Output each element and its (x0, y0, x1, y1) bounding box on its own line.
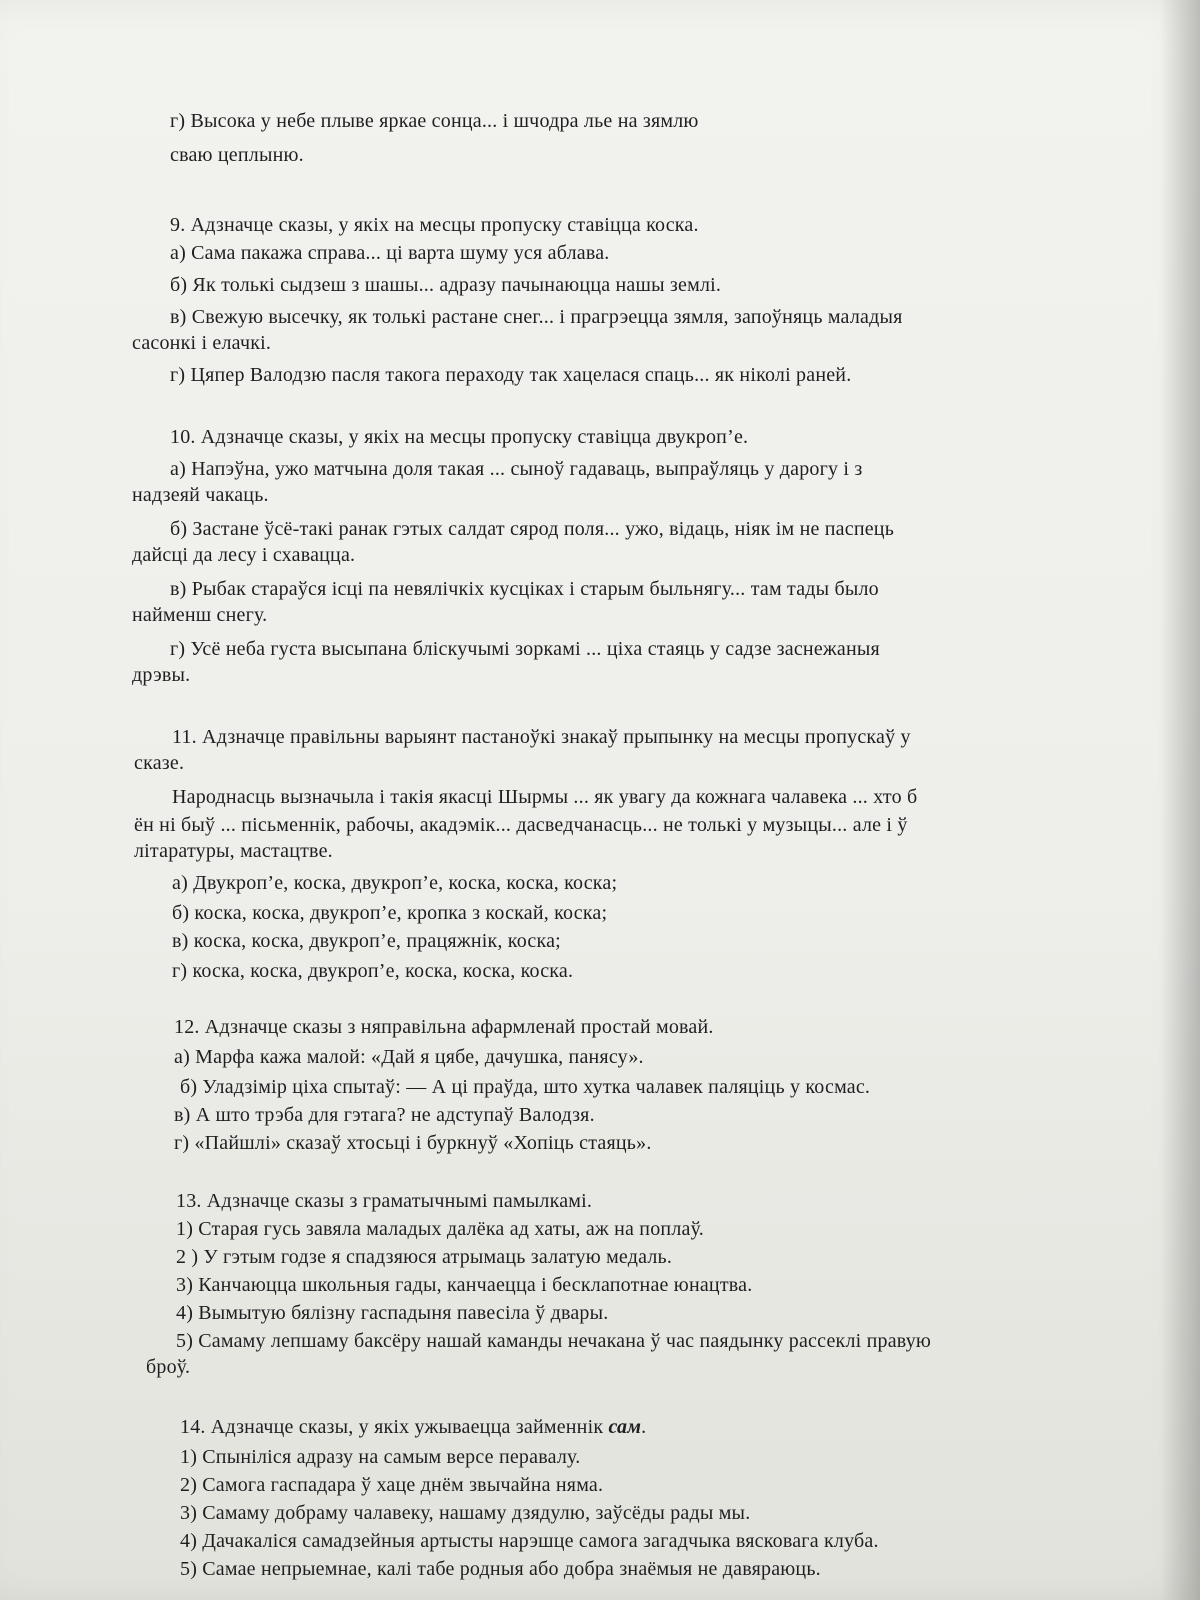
q9-option-b: б) Як толькі сыдзеш з шашы... адразу пачынаюцца нашы землі. (170, 274, 722, 296)
q11-option-v: в) коска, коска, двукроп’е, працяжнік, коска; (172, 930, 561, 952)
q10-option-g-line1: г) Усё неба густа высыпана бліскучымі зоркамі ... ціха стаяць у садзе заснежаныя (170, 638, 880, 660)
q10-option-a-line2: надзеяй чакаць. (132, 484, 269, 506)
q11-title-line1: 11. Адзначце правільны варыянт пастаноўкі знакаў прыпынку на месцы пропускаў у (172, 726, 911, 748)
q12-option-v: в) А што трэба для гэтага? не адступаў Валодзя. (174, 1104, 595, 1126)
q14-item-3: 3) Самаму добраму чалавеку, нашаму дзядулю, заўсёды рады мы. (180, 1502, 751, 1524)
q13-item-5-line1: 5) Самаму лепшаму баксёру нашай каманды нечакана ў час паядынку рассеклі правую (176, 1330, 932, 1352)
q12-option-g: г) «Пайшлі» сказаў хтосьці і буркнуў «Хопіць стаяць». (174, 1132, 652, 1154)
q11-title-line2: сказе. (134, 752, 185, 774)
q14-title-prefix: 14. Адзначце сказы, у якіх ужываецца займеннік (180, 1416, 609, 1438)
q13-item-2: 2 ) У гэтым годзе я спадзяюся атрымаць залатую медаль. (176, 1246, 673, 1268)
q11-text-line3: літаратуры, мастацтве. (134, 840, 333, 862)
q10-option-b-line2: дайсці да лесу і схавацца. (132, 544, 356, 566)
q13-item-4: 4) Вымытую бялізну гаспадыня павесіла ў двары. (176, 1302, 609, 1324)
q12-option-a: а) Марфа кажа малой: «Дай я цябе, дачушка, панясу». (174, 1046, 644, 1068)
q14-item-4: 4) Дачакаліся самадзейныя артысты нарэшце самога загадчыка вясковага клуба. (180, 1530, 879, 1552)
q10-option-v-line2: найменш снегу. (132, 604, 268, 626)
q11-text-line2: ён ні быў ... пісьменнік, рабочы, акадэмік... дасведчанасць... не толькі у музыцы... але і ў (134, 814, 908, 836)
q13-item-1: 1) Старая гусь завяла маладых далёка ад хаты, аж на поплаў. (176, 1218, 704, 1240)
q12-option-b: б) Уладзімір ціха спытаў: — А ці праўда, што хутка чалавек паляціць у космас. (180, 1076, 871, 1098)
q11-option-b: б) коска, коска, двукроп’е, кропка з коскай, коска; (172, 902, 608, 924)
q10-option-b-line1: б) Застане ўсё-такі ранак гэтых салдат сярод поля... ужо, відаць, ніяк ім не паспець (170, 518, 895, 540)
q8-option-g-line2: сваю цеплыню. (170, 144, 304, 166)
q14-title-suffix: . (641, 1416, 647, 1438)
q8-option-g-line1: г) Высока у небе плыве яркае сонца... і шчодра лье на зямлю (170, 110, 699, 132)
q14-title (180, 1414, 646, 1440)
q14-title-keyword: сам (608, 1416, 642, 1438)
q9-option-a: а) Сама пакажа справа... ці варта шуму уся аблава. (170, 242, 610, 264)
q10-title: 10. Адзначце сказы, у якіх на месцы пропуску ставіцца двукроп’е. (170, 426, 749, 448)
q10-option-g-line2: дрэвы. (132, 664, 191, 686)
q11-option-g: г) коска, коска, двукроп’е, коска, коска, коска. (172, 960, 574, 982)
q10-option-v-line1: в) Рыбак стараўся ісці па невялічкіх кусціках і старым быльнягу... там тады было (170, 578, 879, 600)
q9-title: 9. Адзначце сказы, у якіх на месцы пропуску ставіцца коска. (170, 214, 699, 236)
q10-option-a-line1: а) Напэўна, ужо матчына доля такая ... сыноў гадаваць, выпраўляць у дарогу і з (170, 458, 863, 480)
q14-item-2: 2) Самога гаспадара ў хаце днём звычайна няма. (180, 1474, 604, 1496)
q11-text-line1: Народнасць вызначыла і такія якасці Шырмы ... як увагу да кожнага чалавека ... хто б (172, 786, 918, 808)
q12-title: 12. Адзначце сказы з няправільна афармленай простай мовай. (174, 1016, 714, 1038)
q13-item-3: 3) Канчаюцца школьныя гады, канчаецца і бесклапотнае юнацтва. (176, 1274, 753, 1296)
q13-item-5-line2: броў. (146, 1356, 191, 1378)
q9-option-v-line1: в) Свежую высечку, як толькі растане снег... і прагрэецца зямля, запоўняць маладыя (170, 306, 903, 328)
q9-option-v-line2: сасонкі і елачкі. (132, 332, 272, 354)
q14-item-5: 5) Самае непрыемнае, калі табе родныя або добра знаёмыя не давяраюць. (180, 1558, 821, 1580)
q9-option-g: г) Цяпер Валодзю пасля такога пераходу так хацелася спаць... як ніколі раней. (170, 364, 852, 386)
q11-option-a: а) Двукроп’е, коска, двукроп’е, коска, коска, коска; (172, 872, 618, 894)
q14-item-1: 1) Спыніліся адразу на самым версе перавалу. (180, 1446, 581, 1468)
q13-title: 13. Адзначце сказы з граматычнымі памылкамі. (176, 1190, 593, 1212)
